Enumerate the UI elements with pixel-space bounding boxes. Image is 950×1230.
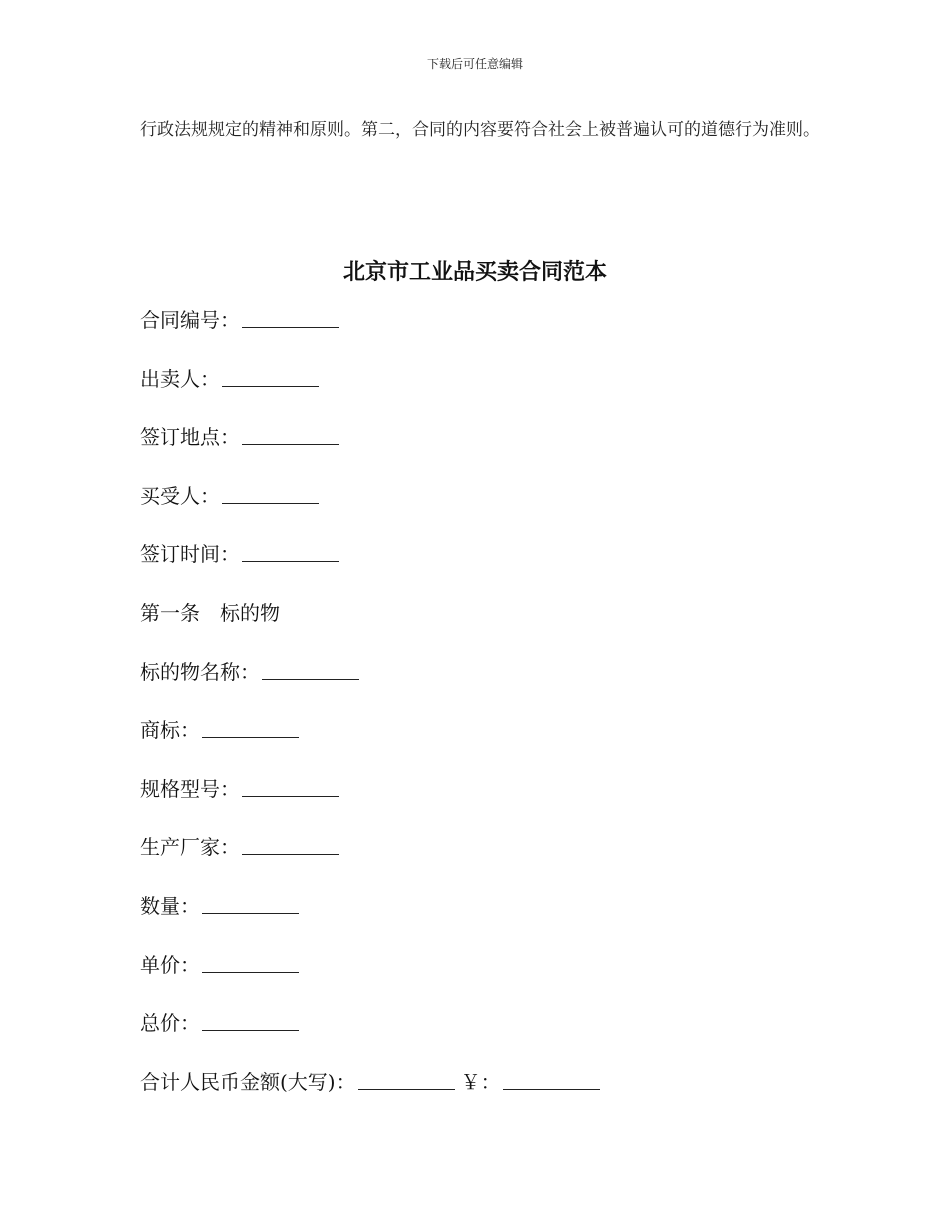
manufacturer-blank[interactable] xyxy=(242,832,339,855)
yen-label: ￥： xyxy=(460,1069,501,1094)
field-sign-time xyxy=(140,539,840,598)
article-title: 标的物 xyxy=(220,600,280,625)
field-buyer xyxy=(140,481,840,540)
field-label: 数量： xyxy=(140,893,200,918)
seller-blank[interactable] xyxy=(222,364,319,387)
field-label: 签订时间： xyxy=(140,542,240,567)
field-contract-no xyxy=(140,305,840,364)
contract-no-blank[interactable] xyxy=(242,305,339,328)
field-label: 合计人民币金额(大写)： xyxy=(140,1069,356,1094)
field-seller xyxy=(140,364,840,423)
field-item-name xyxy=(140,657,840,716)
field-label: 规格型号： xyxy=(140,776,240,801)
field-trademark xyxy=(140,715,840,774)
field-label: 生产厂家： xyxy=(140,835,240,860)
sign-place-blank[interactable] xyxy=(242,422,339,445)
intro-paragraph: 行政法规规定的精神和原则。第二，合同的内容要符合社会上被普遍认可的道德行为准则。 xyxy=(140,120,820,140)
field-label: 单价： xyxy=(140,952,200,977)
contract-fields xyxy=(140,305,840,1125)
total-price-blank[interactable] xyxy=(202,1008,299,1031)
field-label: 标的物名称： xyxy=(140,659,260,684)
total-rmb-words-blank[interactable] xyxy=(358,1067,455,1090)
field-spec-model xyxy=(140,774,840,833)
spec-model-blank[interactable] xyxy=(242,774,339,797)
field-label: 合同编号： xyxy=(140,308,240,332)
field-label: 买受人： xyxy=(140,483,220,508)
field-sign-place xyxy=(140,422,840,481)
page-header-note: 下载后可任意编辑 xyxy=(426,57,523,71)
article-number: 第一条 xyxy=(140,600,200,625)
quantity-blank[interactable] xyxy=(202,891,299,914)
unit-price-blank[interactable] xyxy=(202,950,299,973)
field-label: 总价： xyxy=(140,1011,200,1036)
field-label: 出卖人： xyxy=(140,366,220,391)
trademark-blank[interactable] xyxy=(202,715,299,738)
field-total-rmb xyxy=(140,1067,840,1126)
field-quantity xyxy=(140,891,840,950)
item-name-blank[interactable] xyxy=(262,657,359,680)
field-unit-price xyxy=(140,950,840,1009)
article-1-heading xyxy=(140,598,840,657)
field-label: 商标： xyxy=(140,718,200,743)
field-manufacturer xyxy=(140,832,840,891)
field-label: 签订地点： xyxy=(140,425,240,450)
document-title: 北京市工业品买卖合同范本 xyxy=(342,260,607,285)
field-total-price xyxy=(140,1008,840,1067)
total-rmb-figures-blank[interactable] xyxy=(503,1067,600,1090)
sign-time-blank[interactable] xyxy=(242,539,339,562)
buyer-blank[interactable] xyxy=(222,481,319,504)
